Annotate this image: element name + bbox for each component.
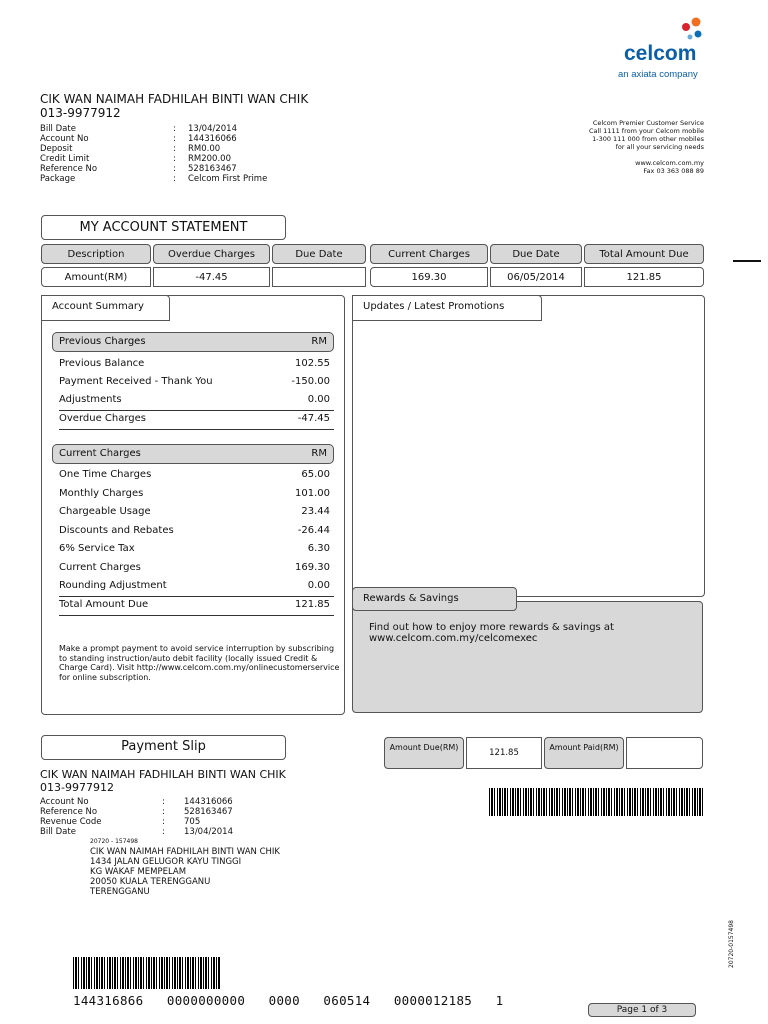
updates-tab: Updates / Latest Promotions <box>352 295 542 321</box>
slip-barcode <box>489 788 703 816</box>
summary-row <box>59 355 330 373</box>
value-due-date-2: 06/05/2014 <box>490 267 582 287</box>
amount-due-label: Amount Due(RM) <box>384 737 464 769</box>
customer-name: CIK WAN NAIMAH FADHILAH BINTI WAN CHIK <box>40 92 309 106</box>
summary-row <box>59 522 330 540</box>
contact-fax: Fax 03 363 088 89 <box>643 167 704 175</box>
current-charges-bar <box>52 444 334 464</box>
summary-row-value: 121.85 <box>295 599 330 610</box>
bill-info-row: Deposit : RM0.00 <box>40 144 221 154</box>
divider <box>59 615 334 616</box>
summary-row <box>59 485 330 503</box>
bill-info-value: RM0.00 <box>188 144 221 154</box>
bill-info-value: RM200.00 <box>188 154 231 164</box>
header-current-charges: Current Charges <box>370 244 488 264</box>
summary-row-value: 0.00 <box>307 580 330 591</box>
contact-block <box>589 119 704 175</box>
amount-paid-label: Amount Paid(RM) <box>544 737 624 769</box>
bill-info-row: Credit Limit : RM200.00 <box>40 154 231 164</box>
rewards-panel <box>352 601 703 713</box>
side-marker <box>733 260 761 262</box>
side-code: 20720-0157498 <box>728 920 735 968</box>
address-line: 1434 JALAN GELUGOR KAYU TINGGI <box>90 857 242 867</box>
summary-row-label: Rounding Adjustment <box>59 580 167 591</box>
summary-row-value: 0.00 <box>307 394 330 405</box>
bill-info-value: Celcom First Prime <box>188 174 268 184</box>
rewards-tab: Rewards & Savings <box>352 587 517 611</box>
summary-row-label: Monthly Charges <box>59 488 144 499</box>
summary-row-value: 169.30 <box>295 562 330 573</box>
contact-web: www.celcom.com.my <box>635 159 704 167</box>
customer-phone: 013-9977912 <box>40 106 121 120</box>
summary-row-label: Adjustments <box>59 394 122 405</box>
summary-row-label: Discounts and Rebates <box>59 525 174 536</box>
page-indicator: Page 1 of 3 <box>588 1003 696 1017</box>
mailing-address <box>90 847 280 897</box>
value-due-date <box>272 267 366 287</box>
address-line: CIK WAN NAIMAH FADHILAH BINTI WAN CHIK <box>90 847 280 857</box>
logo-dots-icon <box>668 16 704 42</box>
statement-title: MY ACCOUNT STATEMENT <box>41 215 286 240</box>
amount-due-value: 121.85 <box>466 737 542 769</box>
bill-info-label: Deposit <box>40 144 73 154</box>
slip-info-value: 144316066 <box>184 797 233 807</box>
amount-paid-input[interactable] <box>626 737 703 769</box>
slip-info-value: 13/04/2014 <box>184 827 233 837</box>
contact-line: for all your servicing needs <box>615 143 704 151</box>
value-current-charges: 169.30 <box>370 267 488 287</box>
summary-row-value: -150.00 <box>291 376 330 387</box>
bill-info-value: 144316066 <box>188 134 237 144</box>
payment-slip-title: Payment Slip <box>41 735 286 760</box>
summary-row-label: Overdue Charges <box>59 413 146 424</box>
previous-charges-label: Previous Charges <box>59 336 146 347</box>
summary-row <box>59 559 330 577</box>
header-due-date-2: Due Date <box>490 244 582 264</box>
summary-row-label: 6% Service Tax <box>59 543 135 554</box>
barcode-number: 144316866 0000000000 0000 060514 0000012185 1 <box>73 993 504 1008</box>
slip-info-label: Revenue Code <box>40 817 102 827</box>
celcom-logo <box>618 14 708 84</box>
summary-row-value: -26.44 <box>297 525 330 536</box>
bill-info-row: Bill Date : 13/04/2014 <box>40 124 237 134</box>
address-line: 20050 KUALA TERENGGANU <box>90 877 211 887</box>
address-line: TERENGGANU <box>90 887 150 897</box>
header-overdue-charges: Overdue Charges <box>153 244 270 264</box>
summary-row <box>59 466 330 484</box>
contact-line: 1-300 111 000 from other mobiles <box>592 135 704 143</box>
slip-info-label: Account No <box>40 797 89 807</box>
footer-barcode <box>73 957 221 989</box>
summary-row-value: -47.45 <box>297 413 330 424</box>
slip-customer-name: CIK WAN NAIMAH FADHILAH BINTI WAN CHIK <box>40 768 286 781</box>
summary-row-label: Current Charges <box>59 562 141 573</box>
slip-info-row: Revenue Code : 705 <box>40 817 201 827</box>
bill-info-row: Reference No : 528163467 <box>40 164 237 174</box>
bill-info-label: Package <box>40 174 76 184</box>
summary-row-label: Previous Balance <box>59 358 145 369</box>
previous-charges-unit: RM <box>311 336 327 347</box>
slip-info-row: Reference No : 528163467 <box>40 807 233 817</box>
value-description: Amount(RM) <box>41 267 151 287</box>
summary-row <box>59 410 330 428</box>
updates-panel <box>352 295 705 597</box>
bill-info <box>40 124 267 184</box>
header-due-date: Due Date <box>272 244 366 264</box>
summary-row-value: 65.00 <box>301 469 330 480</box>
summary-row <box>59 577 330 595</box>
slip-info-label: Bill Date <box>40 827 76 837</box>
bill-info-value: 13/04/2014 <box>188 124 237 134</box>
divider <box>59 429 334 430</box>
summary-row-value: 101.00 <box>295 488 330 499</box>
bill-info-label: Bill Date <box>40 124 76 134</box>
summary-row-label: Total Amount Due <box>59 599 149 610</box>
bill-info-row: Account No : 144316066 <box>40 134 237 144</box>
rewards-text: Find out how to enjoy more rewards & savings at www.celcom.com.my/celcomexec <box>369 622 614 644</box>
bill-info-row: Package : Celcom First Prime <box>40 174 268 184</box>
slip-customer-phone: 013-9977912 <box>40 781 114 794</box>
summary-row-value: 102.55 <box>295 358 330 369</box>
bill-info-label: Credit Limit <box>40 154 90 164</box>
summary-row-label: Chargeable Usage <box>59 506 151 517</box>
logo-tagline: an axiata company <box>618 69 698 80</box>
slip-info-value: 705 <box>184 817 201 827</box>
summary-row <box>59 540 330 558</box>
summary-row-label: One Time Charges <box>59 469 152 480</box>
logo-brand: celcom <box>624 42 697 65</box>
payment-note: Make a prompt payment to avoid service interruption by subscribing to standing instruction/auto debit facility (locally issued Credit & Charge Card). Visit http://www.celcom.com.my/onlinecustomerservice for online subscription. <box>59 644 340 682</box>
summary-row-label: Payment Received - Thank You <box>59 376 213 387</box>
address-line: KG WAKAF MEMPELAM <box>90 867 187 877</box>
summary-row-value: 23.44 <box>301 506 330 517</box>
summary-total-row <box>59 596 330 614</box>
current-charges-label: Current Charges <box>59 448 141 459</box>
header-description: Description <box>41 244 151 264</box>
summary-row <box>59 503 330 521</box>
value-total-amount-due: 121.85 <box>584 267 704 287</box>
account-summary-tab: Account Summary <box>41 295 170 321</box>
slip-info-row: Account No : 144316066 <box>40 797 233 807</box>
bill-info-label: Reference No <box>40 164 98 174</box>
slip-info-label: Reference No <box>40 807 98 817</box>
summary-row <box>59 373 330 391</box>
summary-row <box>59 391 330 409</box>
contact-line: Call 1111 from your Celcom mobile <box>588 127 704 135</box>
bill-info-value: 528163467 <box>188 164 237 174</box>
slip-info-row: Bill Date : 13/04/2014 <box>40 827 233 837</box>
previous-charges-bar <box>52 332 334 352</box>
summary-row-value: 6.30 <box>307 543 330 554</box>
mail-code: 20720 - 157498 <box>90 838 138 845</box>
header-total-amount-due: Total Amount Due <box>584 244 704 264</box>
slip-info <box>40 797 233 837</box>
value-overdue-charges: -47.45 <box>153 267 270 287</box>
slip-info-value: 528163467 <box>184 807 233 817</box>
contact-line: Celcom Premier Customer Service <box>592 119 704 127</box>
current-charges-unit: RM <box>311 448 327 459</box>
bill-info-label: Account No <box>40 134 89 144</box>
